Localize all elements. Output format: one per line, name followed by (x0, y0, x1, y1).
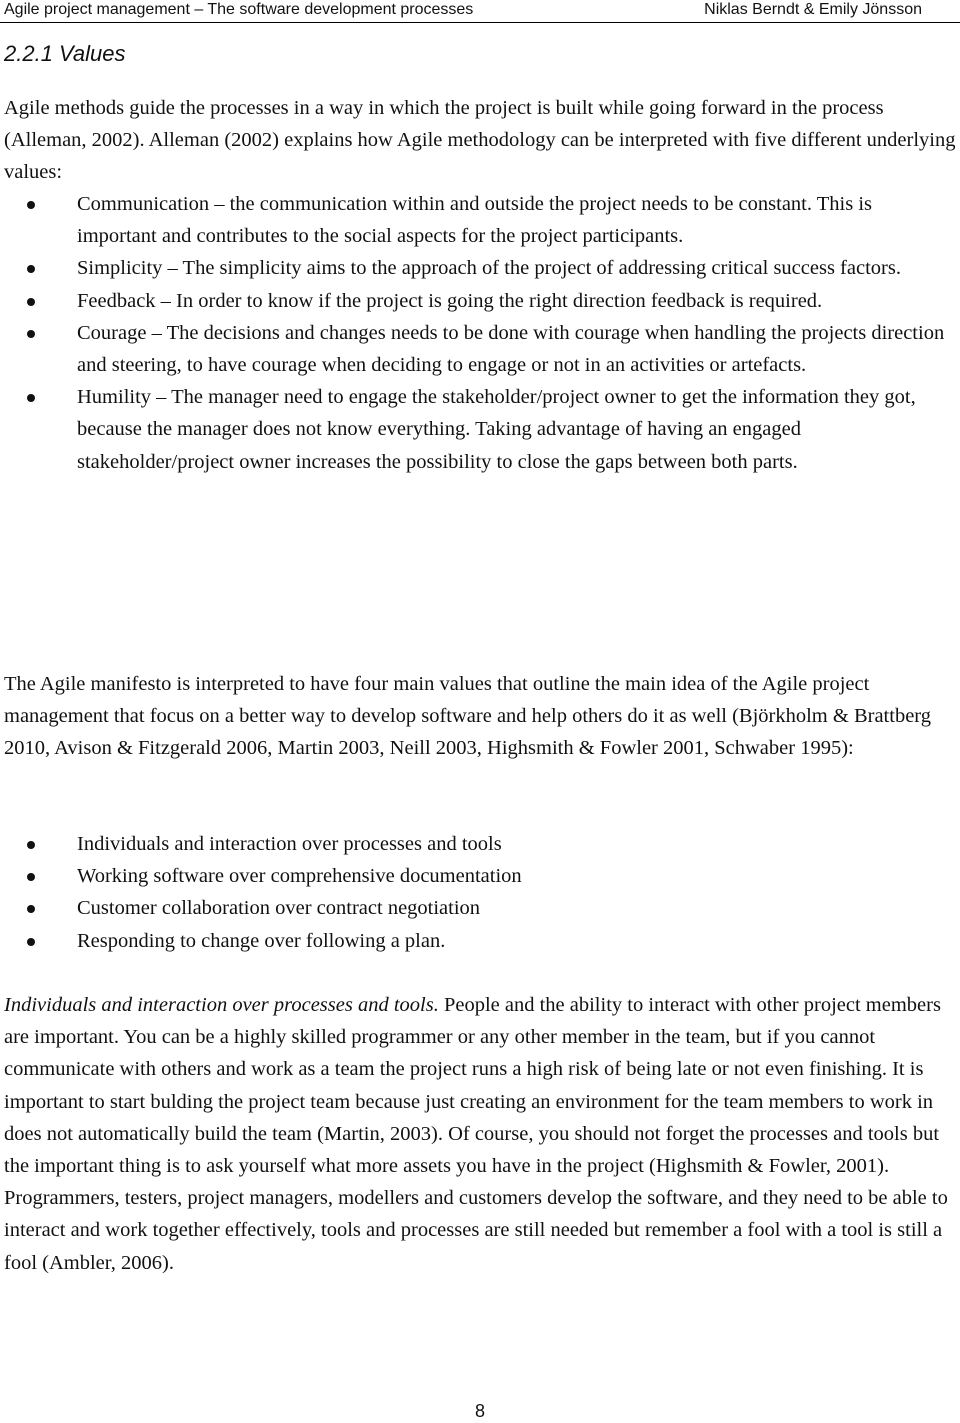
bullet-icon (27, 330, 35, 338)
list-item-text: Courage – The decisions and changes needs to be done with courage when handling the projects direction and steering, to have courage when deciding to engage or not in an activities or artefacts. (77, 321, 945, 377)
list-item-text: Customer collaboration over contract negotiation (77, 897, 481, 920)
bullet-icon (27, 201, 35, 209)
list-item-individuals (4, 828, 956, 860)
manifesto-paragraph: The Agile manifesto is interpreted to have four main values that outline the main idea of the Agile project management that focus on a better way to develop software and help others do it as well (Björkholm & Brattberg 2010, Avison & Fitzgerald 2006, Martin 2003, Neill 2003, Highsmith & Fowler 2001, Schwaber 1995): (4, 673, 931, 760)
list-item-communication (4, 188, 956, 252)
list-item-text: Individuals and interaction over processes and tools (77, 833, 502, 855)
page-number: 8 (474, 1401, 485, 1421)
list-item-responding-to-change (4, 925, 956, 957)
list-item-courage (4, 317, 956, 381)
list-item-text: Humility – The manager need to engage the stakeholder/project owner to get the information they got, because the manager does not know everything. Taking advantage of having an engaged stakeholder/project owner increases the possibility to close the gaps between both parts. (77, 386, 916, 473)
intro-paragraph: Agile methods guide the processes in a way in which the project is built while going forward in the process (Alleman, 2002). Alleman (2002) explains how Agile methodology can be interpreted with five different underlying values: (4, 97, 956, 184)
list-item-text: Simplicity – The simplicity aims to the approach of the project of addressing critical success factors. (77, 257, 901, 280)
bullet-icon (27, 298, 35, 306)
bullet-icon (27, 905, 35, 913)
list-item-working-software (4, 860, 956, 892)
header-document-title: Agile project management – The software development processes (4, 1, 474, 18)
bullet-icon (27, 938, 35, 946)
list-item-customer-collaboration (4, 892, 956, 924)
list-item-text: Responding to change over following a plan. (77, 929, 446, 952)
header-authors: Niklas Berndt & Emily Jönsson (704, 1, 922, 18)
page-header (0, 0, 960, 23)
list-item-text: Feedback – In order to know if the project is going the right direction feedback is required. (77, 289, 823, 312)
section-heading: 2.2.1 Values (4, 41, 126, 66)
individuals-paragraph (4, 989, 956, 1279)
bullet-icon (27, 873, 35, 881)
list-item-text: Working software over comprehensive documentation (77, 865, 522, 888)
values-list (4, 188, 956, 478)
manifesto-list (4, 828, 956, 957)
list-item-feedback (4, 285, 956, 317)
list-item-text: Communication – the communication within and outside the project needs to be constant. This is important and contributes to the social aspects for the project participants. (77, 193, 872, 248)
paragraph-body: People and the ability to interact with other project members are important. You can be a highly skilled programmer or any other member in the team, but if you cannot communicate with others and work as a team the project runs a high risk of being late or not even finishing. It is important to start bulding the project team because just creating an environment for the team members to work in does not automatically build the team (Martin, 2003). Of course, you should not forget the processes and tools but the important thing is to ask yourself what more assets you have in the project (Highsmith & Fowler, 2001). Programmers, testers, project managers, modellers and customers develop the software, and they need to be able to interact and work together effectively, tools and processes are still needed but remember a fool with a tool is still a fool (Ambler, 2006). (4, 994, 948, 1274)
list-item-simplicity (4, 252, 956, 284)
bullet-icon (27, 841, 35, 849)
list-item-humility (4, 381, 956, 478)
paragraph-lead-italic: Individuals and interaction over processes and tools. (4, 994, 439, 1016)
bullet-icon (27, 394, 35, 402)
bullet-icon (27, 265, 35, 273)
